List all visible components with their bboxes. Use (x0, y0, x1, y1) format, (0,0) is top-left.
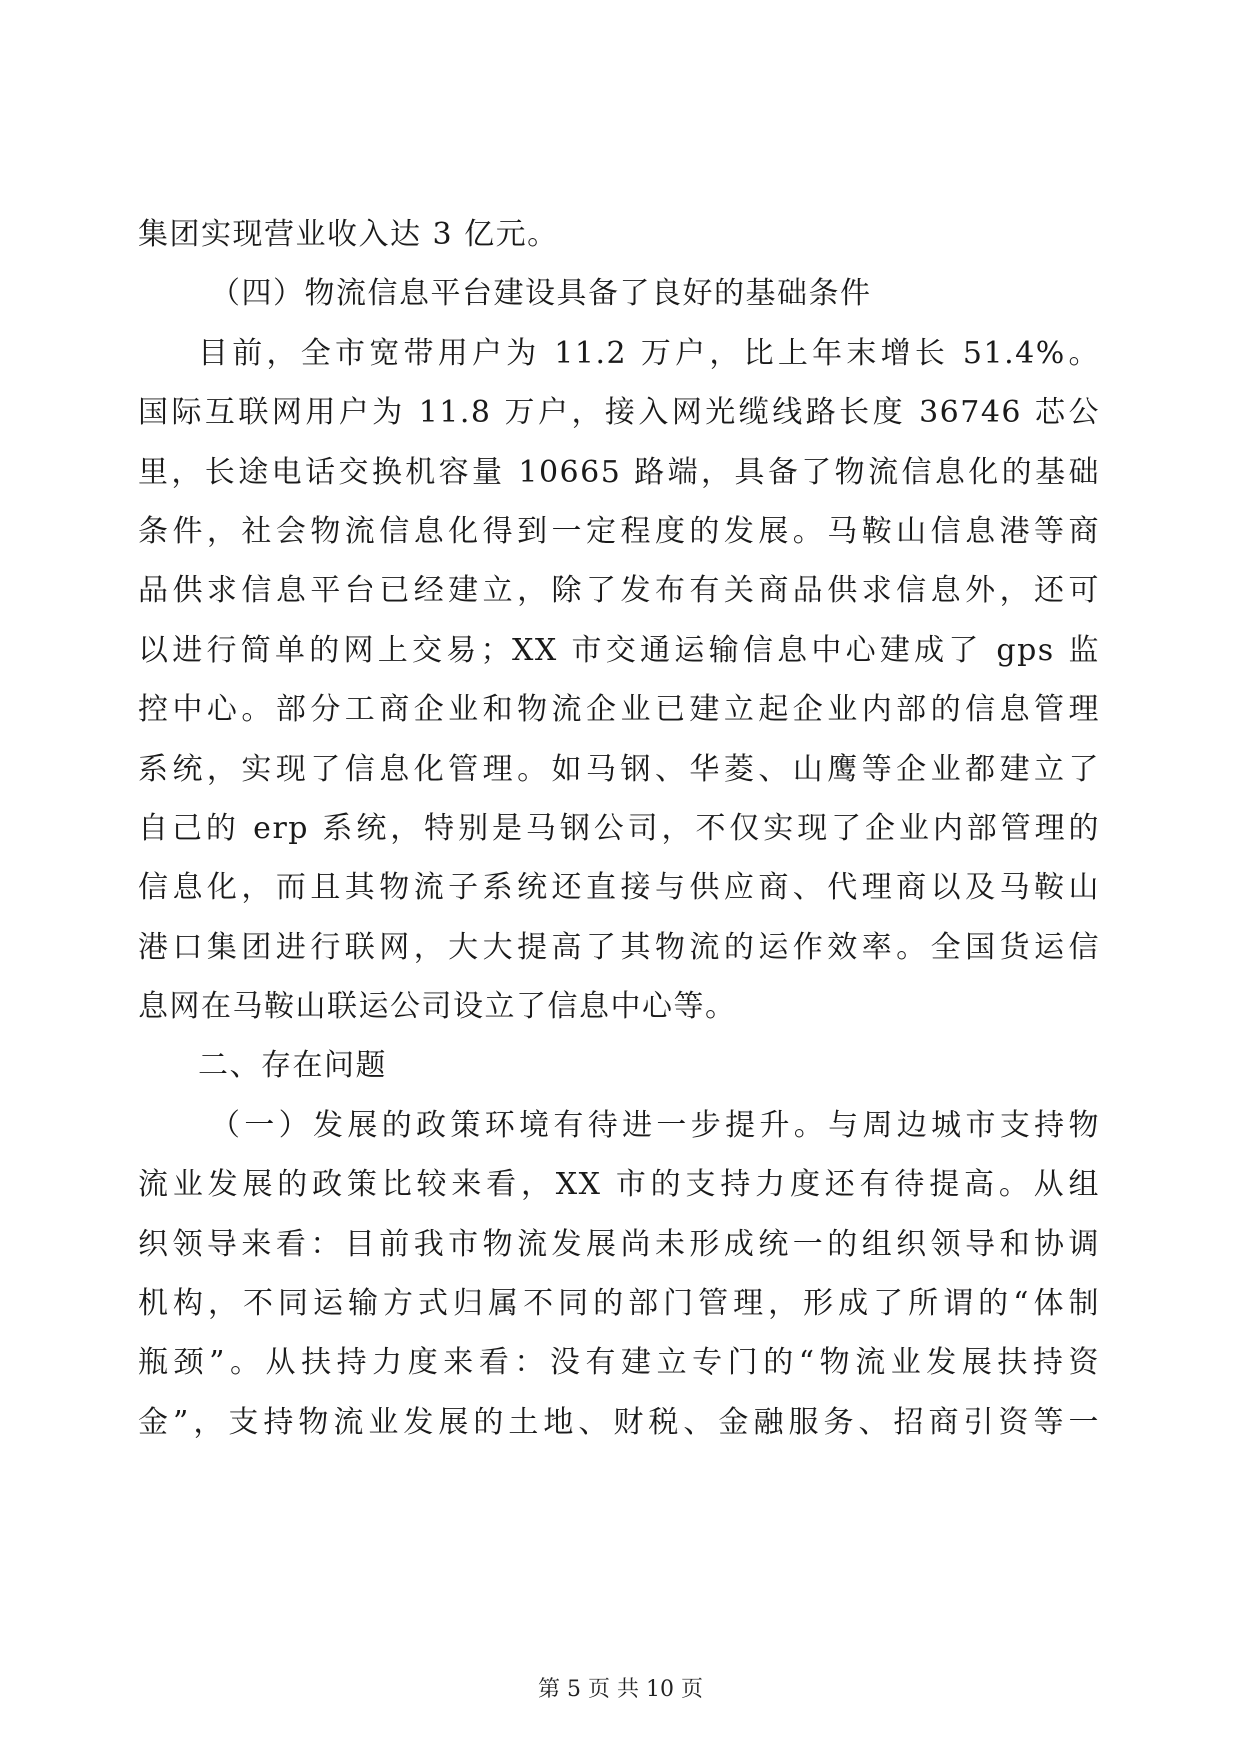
text-line: 流业发展的政策比较来看，XX 市的支持力度还有待提高。从组 (138, 1167, 1100, 1203)
text-line: 息网在马鞍山联运公司设立了信息中心等。 (138, 989, 737, 1025)
section-heading: （四）物流信息平台建设具备了良好的基础条件 (210, 276, 872, 312)
text-line: 织领导来看：目前我市物流发展尚未形成统一的组织领导和协调 (138, 1226, 1100, 1262)
text-line: 港口集团进行联网，大大提高了其物流的运作效率。全国货运信 (138, 929, 1100, 965)
text-line: 瓶颈”。从扶持力度来看：没有建立专门的“物流业发展扶持资 (138, 1345, 1100, 1381)
section-heading: 二、存在问题 (198, 1048, 387, 1084)
text-line: 金”，支持物流业发展的土地、财税、金融服务、招商引资等一 (138, 1404, 1100, 1440)
text-line: 信息化，而且其物流子系统还直接与供应商、代理商以及马鞍山 (138, 870, 1100, 906)
text-line: 系统，实现了信息化管理。如马钢、华菱、山鹰等企业都建立了 (138, 751, 1100, 787)
text-line: 自己的 erp 系统，特别是马钢公司，不仅实现了企业内部管理的 (138, 810, 1100, 846)
paragraph-first-line: 目前，全市宽带用户为 11.2 万户，比上年末增长 51.4%。 (198, 335, 1100, 371)
document-body (138, 205, 1100, 1452)
text-line: 集团实现营业收入达 3 亿元。 (138, 217, 559, 252)
text-line: 国际互联网用户为 11.8 万户，接入网光缆线路长度 36746 芯公 (138, 395, 1100, 431)
text-line: 品供求信息平台已经建立，除了发布有关商品供求信息外，还可 (138, 573, 1100, 609)
page-number-footer: 第 5 页 共 10 页 (538, 1677, 703, 1702)
text-line: 控中心。部分工商企业和物流企业已建立起企业内部的信息管理 (138, 692, 1100, 728)
paragraph-first-line: （一）发展的政策环境有待进一步提升。与周边城市支持物 (210, 1107, 1100, 1143)
text-line: 条件，社会物流信息化得到一定程度的发展。马鞍山信息港等商 (138, 513, 1100, 549)
text-line: 里，长途电话交换机容量 10665 路端，具备了物流信息化的基础 (138, 454, 1100, 490)
text-line: 机构，不同运输方式归属不同的部门管理，形成了所谓的“体制 (138, 1286, 1100, 1322)
text-line: 以进行简单的网上交易；XX 市交通运输信息中心建成了 gps 监 (138, 632, 1100, 668)
